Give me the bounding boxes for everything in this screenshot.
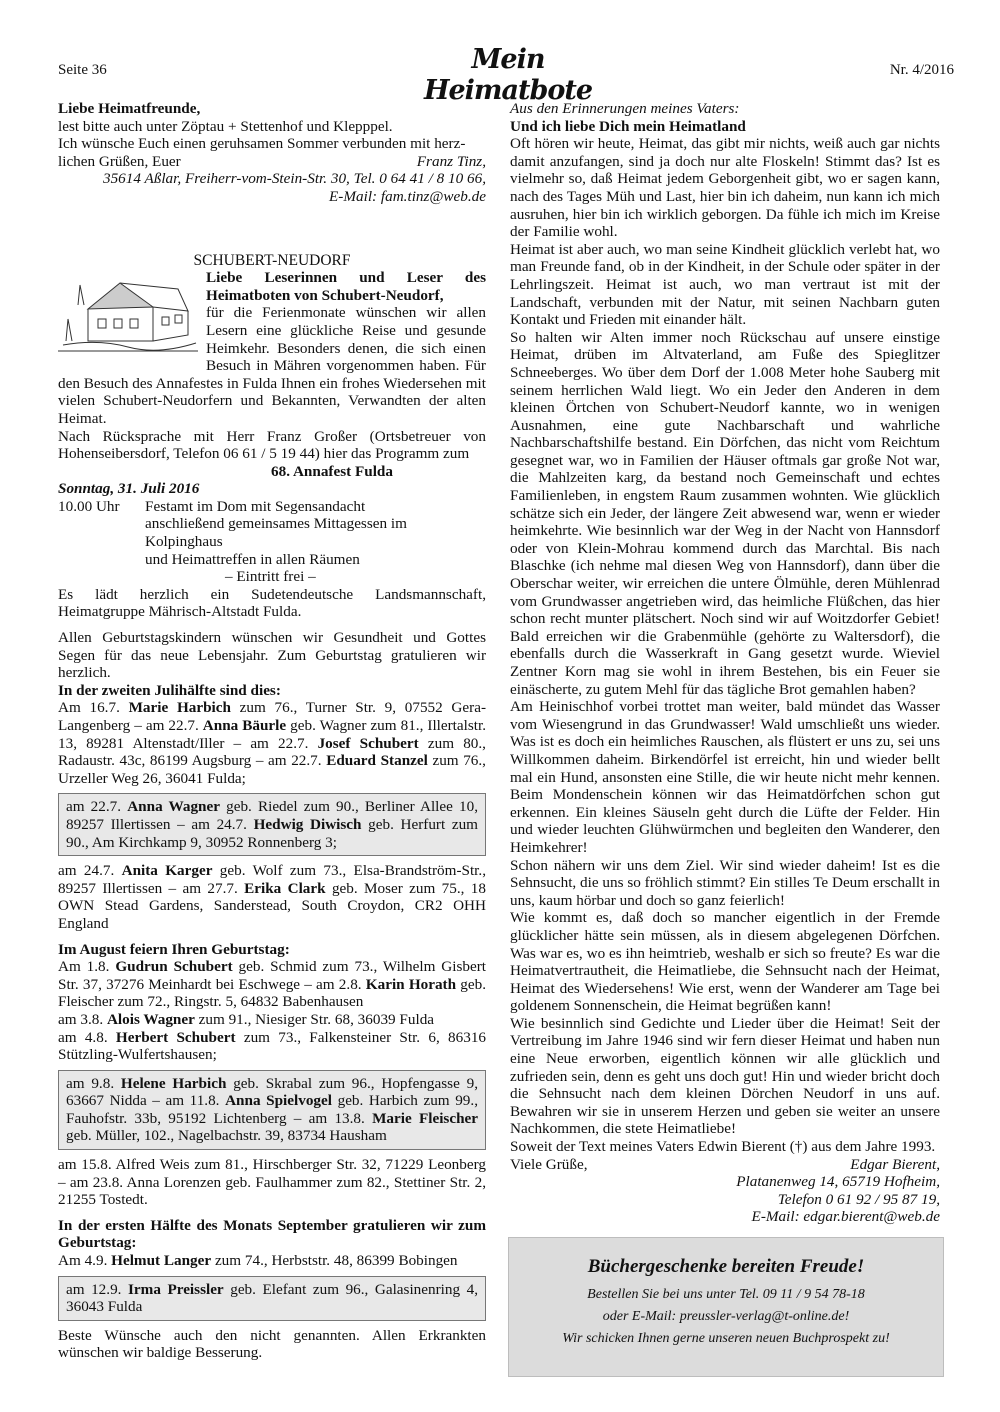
article-paragraph: Wie kommt es, daß doch so mancher eigentlich in der Fremde glücklicher hätte sein müssen, als in diesem abgelegenen Dörfchen. Was war es, wo es ihn heimtrieb, weshalb er sich so freute? Es war die Heimatvertrautheit, die Heimatliebe, die Sehnsucht nach der Heimat, Heimat des Wiedersehens! Wie erst, wenn der Wanderer am Tage bei goldenem Sonnenschein, die Heimat begrüßen kann! (510, 909, 940, 1015)
highlight-box (58, 793, 486, 856)
signature-phone: Telefon 0 61 92 / 95 87 19, (777, 1190, 940, 1208)
article-paragraph: Wie besinnlich sind Gedichte und Lieder über die Heimat! Seit der Vertreibung im Jahre 1946 sind wir fern dieser Heimat und haben nun eine Neue erworben, eigentlich können wir alle glücklich und zufrieden sein, denn es geht uns doch gut! Hin und wieder bricht doch die Sehnsucht nach dem kleinen Dörchen Neudorf in uns auf. Bewahren wir sie in unserem Herzen und geben sie weiter an unsere Nachkommen, die stete Heimatliebe! (510, 1014, 940, 1138)
fest-title: 68. Annafest Fulda (271, 462, 393, 480)
highlight-box (58, 1070, 486, 1150)
signature-email: E-Mail: edgar.bierent@web.de (751, 1208, 940, 1226)
article-paragraph: Schon nähern wir uns dem Ziel. Wir sind wieder daheim! Ist es die Sehnsucht, die uns so fröhlich stimmt? Ein stilles Te Deum erschallt in uns, kaum hörbar und doch so ganz feierlich! (510, 856, 940, 909)
fest-date: Sonntag, 31. Juli 2016 (58, 480, 200, 498)
august-birthday: am 3.8. Alois Wagner zum 91., Niesiger Str. 68, 36039 Fulda (58, 1010, 435, 1028)
greeting-line (58, 153, 486, 171)
july-birthdays: Am 16.7. Marie Harbich zum 76., Turner Str. 9, 07552 Gera-Langenberg – am 22.7. Anna Bäurle geb. Wagner zum 81., Illertalstr. 13, 89281 Altenstadt/Iller – am 22.7. Josef Schubert zum 80., Radaustr. 43c, 86199 Augsburg – am 22.7. Eduard Stanzel zum 76., Urzeller Weg 26, 36041 Fulda; (58, 699, 487, 787)
september-title: In der ersten Hälfte des Monats September gratulieren wir zum Geburtstag: (58, 1216, 486, 1252)
signature-name: Edgar Bierent, (850, 1155, 940, 1173)
greeting-title: Liebe Heimatfreunde, (58, 100, 201, 117)
article-paragraph: Soweit der Text meines Vaters Edwin Bierent (†) aus dem Jahre 1993. (510, 1138, 936, 1156)
ad-headline: Büchergeschenke bereiten Freude! (587, 1256, 865, 1277)
program-time: 10.00 Uhr (58, 497, 120, 515)
signature-line (510, 1156, 940, 1174)
ad-line: oder E-Mail: preussler-verlag@t-online.de! (602, 1309, 850, 1324)
page-header (58, 44, 954, 106)
author-email: E-Mail: fam.tinz@web.de (329, 187, 486, 205)
program-intro: Nach Rücksprache mit Herr Franz Großer (Ortsbetreuer von Hohenseibersdorf, Telefon 06 61 / 5 19 44) hier das Programm zum (58, 427, 486, 463)
left-column (58, 100, 486, 1362)
highlight-birthdays: am 12.9. Irma Preissler geb. Elefant zum 96., Galasinenring 4, 36043 Fulda (66, 1280, 479, 1316)
signature-address: Platanenweg 14, 65719 Hofheim, (736, 1173, 940, 1191)
program-event: und Heimattreffen in allen Räumen (145, 550, 360, 568)
readers-title: Liebe Leserinnen und Leser des Heimatboten von Schubert-Neudorf, (206, 269, 486, 304)
september-birthday: Am 4.9. Helmut Langer zum 74., Herbststr. 48, 86399 Bobingen (58, 1252, 458, 1270)
article-paragraph: Oft hören wir heute, Heimat, das gibt mir nichts, weiß auch gar nichts damit anzufangen, sind ja doch nur alte Floskeln! Stimmt das? Ist es vielmehr so, daß Heimat jedem Geborgenheit gibt, wo er sagen kann, nach des Tages Müh und Last, hier bin ich daheim, nun kann ich mich ausruhen, hier bin ich wirklich geborgen. Da fühle ich mich im Kreise der Familie wohl. (510, 135, 940, 241)
greeting-text: lichen Grüßen, Euer (58, 152, 181, 170)
issue-number: Nr. 4/2016 (889, 62, 954, 78)
article-intro: Aus den Erinnerungen meines Vaters: (510, 100, 740, 117)
article-title: Und ich liebe Dich mein Heimatland (510, 117, 746, 135)
article-paragraph: Heimat ist aber auch, wo man seine Kindheit glücklich verlebt hat, wo man Freunde fand, ob in der Kindheit, in der Schule oder später in der Lehrlingszeit. Heimat ist auch, wo man vertraut ist mit der Landschaft, verbunden mit der Natur, mit seinen Nachbarn guten Kontakt und Frieden mit einander hält. (510, 240, 940, 329)
article-paragraph: Am Heinischhof vorbei trottet man weiter, bald mündet das Wasser vom Wiesengrund in das Grundwasser! Wald umschließt uns wieder. Was ist es doch ein heimliches Rauschen, als flüstert er uns zu, sei uns Willkommen daheim. Birkendörfel ist erreicht, hin und wieder bellt mal ein Hund, ansonsten eine Stille, die wir heute nicht mehr kennen. Beim Mondenschein können wir das Heimatdörfchen schon gut erkennen. Ein kleines Säuseln geht durch die Lüfte der Felder. Hin und wieder leuchten Glühwürmchen und begleiten den Wanderer, den Heimkehrer! (510, 698, 940, 856)
village-house-illustration (58, 269, 198, 355)
program-event: anschließend gemeinsames Mittagessen im Kolpinghaus (145, 515, 407, 551)
masthead-logo: Mein Heimatbote (423, 44, 593, 106)
program-event: – Eintritt frei – (225, 568, 316, 586)
august-birthdays-2: am 15.8. Alfred Weis zum 81., Hirschberger Str. 32, 71229 Leonberg – am 23.8. Anna Lorenzen geb. Faulhammer zum 82., Stettiner Str. 2, 21255 Tostedt. (58, 1156, 486, 1209)
july-birthdays-2: am 24.7. Anita Karger geb. Wolf zum 73., Elsa-Brandström-Str., 89257 Illertissen – am 27.7. Erika Clark geb. Moser zum 75., 18 OWN Stead Gardens, Sanderstead, South Croydon, CR2 OHH England (58, 862, 486, 932)
readers-text: für die Ferienmonate wünschen wir allen Lesern eine glückliche Reise und gesunde Heimkehr. Besonders denen, die sich einen Besuch in Mähren vorgenommen haben. Für den Besuch des Annafestes in Fulda Ihnen ein frohes Wiedersehen mit vielen Schubert-Neudorfern und Bekannten, Verwandten der alten Heimat. (58, 304, 486, 427)
greeting-line: Ich wünsche Euch einen geruhsamen Sommer verbunden mit herz- (58, 135, 466, 153)
invitation: Es lädt herzlich ein Sudetendeutsche Landsmannschaft, Heimatgruppe Mährisch-Altstadt Fulda. (58, 585, 486, 621)
program-events (145, 498, 486, 586)
greeting-line: lest bitte auch unter Zöptau + Stettenhof und Klepppel. (58, 117, 393, 135)
book-advertisement (508, 1237, 944, 1377)
greeting-author: Franz Tinz, (416, 152, 486, 170)
greeting: Viele Grüße, (510, 1155, 588, 1173)
august-birthday: am 4.8. Herbert Schubert zum 73., Falkensteiner Str. 6, 86316 Stützling-Wulfertshausen; (58, 1028, 487, 1064)
right-column (510, 100, 940, 1226)
article-paragraph: So halten wir Alten immer noch Rückschau auf unsere einstige Heimat, drüben im Altvaterland, am Fuße des Spieglitzer Schneeberges. Wo über dem Dorf der 1.008 Meter hohe Sauberg mit seinem herrlichen Wald liegt. Wo ein Jeder den Anderen in dem kleinen Örtchen von Schubert-Neudorf kannte, wo in wenigen Ausnahmen, eine gute Nachbarschaft und wahrliche Nachbarschaftshilfe bestand. Ein Dörfchen, das nicht vom Reichtum gesegnet war, wo in Familien der Häuser oftmals gar große Not war, die Mahlzeiten karg, da bestand noch Gemeinschaft und echtes Familienleben, in engstem Raum zusammen wohnten. Wie glücklich schätze sich ein Jeder, der längere Zeit abwesend war, wenn er wieder heimkehrte. Wie besinnlich war der Weg in der Nacht von Hannsdorf oder von Klein-Mohrau kommend durch das Marchtal. Bis nach Blaschke (ich nehme mal diesen Weg von Hannsdorf), dann über die Oberschar weiter, wir erreichen die untere Ölmühle, deren Mühlenrad vom Grundwasser angetrieben wird, das heimliche Flüßchen, das hier schon recht munter plätschert. Noch sind wir auf Woitzdorfer Gebiet! Bald erreichen wir die Grabenmühle (gehörte zu Waltersdorf), die ebenfalls durch die Wasserkraft in Gang gesetzt wurde. Wieviel Zentner Korn mag sie wohl in ihrem Bestehen, bis ein Feuer sie einäscherte, zu gutem Mehl für das tägliche Brot gemahlen haben? (510, 328, 940, 698)
program-event: Festamt im Dom mit Segensandacht (145, 497, 366, 515)
author-address: 35614 Aßlar, Freiherr-vom-Stein-Str. 30, Tel. 0 64 41 / 8 10 66, (102, 170, 486, 188)
august-birthdays: Am 1.8. Gudrun Schubert geb. Schmid zum 73., Wilhelm Gisbert Str. 37, 37276 Meinhardt bei Eschwege – am 2.8. Karin Horath geb. Fleischer zum 72., Ringstr. 5, 64832 Babenhausen (58, 958, 486, 1011)
birthday-intro: Allen Geburtstagskindern wünschen wir Gesundheit und Gottes Segen für das neue Lebensjahr. Zum Geburtstag gratulieren wir herzlich. (58, 629, 486, 682)
ad-line: Bestellen Sie bei uns unter Tel. 09 11 / 9 54 78-18 (587, 1287, 865, 1302)
august-title: Im August feiern Ihren Geburtstag: (58, 940, 290, 958)
july-title: In der zweiten Julihälfte sind dies: (58, 681, 281, 699)
program-entry (58, 498, 486, 586)
page-number: Seite 36 (58, 62, 107, 78)
highlight-birthdays: am 22.7. Anna Wagner geb. Riedel zum 90., Berliner Allee 10, 89257 Illertissen – am 24.7. Hedwig Diwisch geb. Herfurt zum 90., Am Kirchkamp 9, 30952 Ronnenberg 3; (66, 798, 478, 851)
closing-wishes: Beste Wünsche auch den nicht genannten. Allen Erkrankten wünschen wir baldige Besserung. (58, 1326, 486, 1362)
section-title: SCHUBERT-NEUDORF (193, 251, 351, 269)
ad-line: Wir schicken Ihnen gerne unseren neuen Buchprospekt zu! (562, 1331, 890, 1346)
highlight-birthdays: am 9.8. Helene Harbich geb. Skrabal zum 96., Hopfengasse 9, 63667 Nidda – am 11.8. Anna Spielvogel geb. Harbich zum 99., Fauhofstr. 33b, 95192 Lichtenberg – am 13.8. Marie Fleischer geb. Müller, 102., Nagelbachstr. 39, 83734 Hausham (66, 1074, 478, 1145)
highlight-box (58, 1276, 486, 1321)
